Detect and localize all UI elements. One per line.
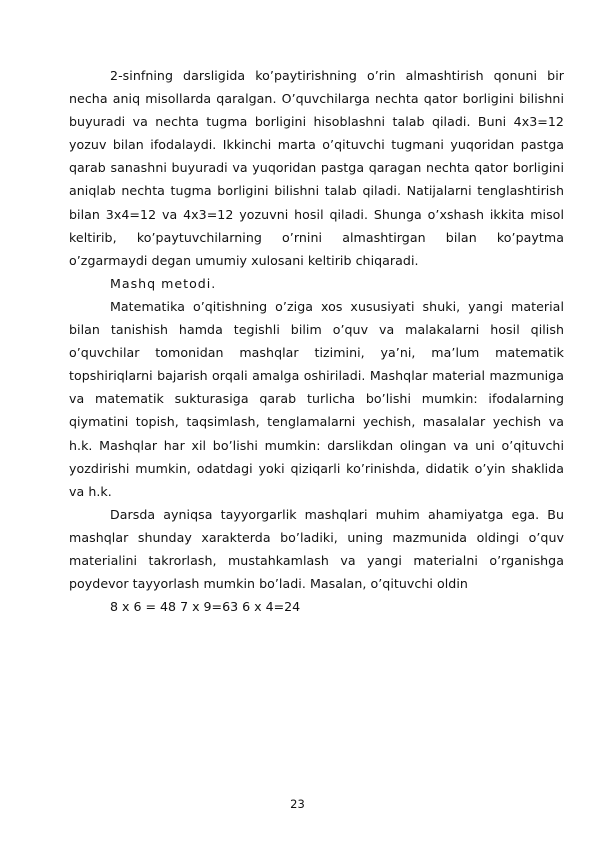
paragraph-commutative-law: 2-sinfning darsligida ko’paytirishning o’rin almashtirish qonuni bir necha aniq misollarda qaralgan. O’quvchilarga nechta qator borligini bilishni buyuradi va nechta tugma borligini hisoblashni talab qiladi. Buni 4x3=12 yozuv bilan ifodalaydi. Ikkinchi marta o’qituvchi tugmani yuqoridan pastga qarab sanashni buyuradi va yuqoridan pastga qaragan nechta qator borligini aniqlab nechta tugma borligini bilishni talab qiladi. Natijalarni tenglashtirish bilan 3x4=12 va 4x3=12 yozuvni hosil qiladi. Shunga o’xshash ikkita misol keltirib, ko’paytuvchilarning o’rnini almashtirgan bilan ko’paytma o’zgarmaydi degan umumiy xulosani keltirib chiqaradi. [69, 68, 564, 268]
paragraph-exercise-method: Matematika o’qitishning o’ziga xos xususiyati shuki, yangi material bilan tanishish hamda tegishli bilim o’quv va malakalarni hosil qilish o’quvchilar tomonidan mashqlar tizimini, ya’ni, ma’lum matematik topshiriqlarni bajarish orqali amalga oshiriladi. Mashqlar material mazmuniga va matematik sukturasiga qarab turlicha bo’lishi mumkin: ifodalarning qiymatini topish, taqsimlash, tenglamalarni yechish, masalalar yechish va h.k. Mashqlar har xil bo’lishi mumkin: darslikdan olingan va uni o’qituvchi yozdirishi mumkin, odatdagi yoki qiziqarli ko’rinishda, didatik o’yin shaklida va h.k. [69, 298, 564, 499]
page-number: 23 [290, 797, 305, 811]
document-page [69, 64, 564, 618]
paragraph-preparatory-exercises: Darsda ayniqsa tayyorgarlik mashqlari muhim ahamiyatga ega. Bu mashqlar shunday xarakterda bo’ladiki, uning mazmunida oldingi o’quv materialini takrorlash, mustahkamlash va yangi materialni o’rganishga poydevor tayyorlash mumkin bo’ladi. Masalan, o’qituvchi oldin [69, 506, 564, 592]
example-formula-line: 8 x 6 = 48 7 x 9=63 6 x 4=24 [110, 599, 301, 615]
section-heading: Mashq metodi. [110, 275, 217, 291]
